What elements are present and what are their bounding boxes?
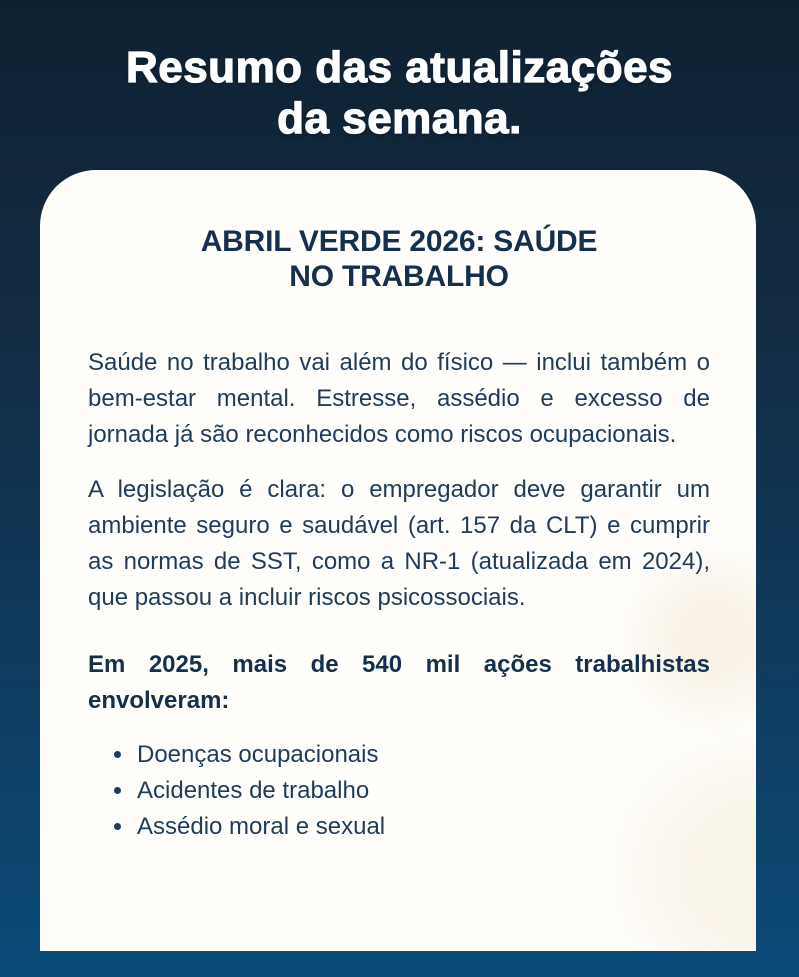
content-card	[40, 170, 756, 951]
page-title-line-2: da semana.	[277, 94, 522, 143]
paragraph-highlight-stat: Em 2025, mais de 540 mil ações trabalhistas envolveram:	[88, 651, 710, 714]
paragraph-legislation: A legislação é clara: o empregador deve garantir um ambiente seguro e saudável (art. 157 da CLT) e cumprir as normas de SST, como a NR-1 (atualizada em 2024), que passou a incluir riscos psicossociais.	[88, 476, 710, 611]
card-title-line-2: NO TRABALHO	[289, 260, 509, 293]
card-title-line-1: ABRIL VERDE 2026: SAÚDE	[200, 225, 598, 258]
list-item-work-accidents: • Acidentes de trabalho	[135, 773, 710, 809]
page-title	[0, 42, 799, 144]
paragraph-health-scope: Saúde no trabalho vai além do físico — inclui também o bem-estar mental. Estresse, assédio e excesso de jornada já são reconhecidos como riscos ocupacionais.	[88, 349, 710, 448]
bullet-list	[88, 737, 710, 845]
page-header	[0, 0, 799, 144]
list-item-occupational-diseases: • Doenças ocupacionais	[135, 737, 710, 773]
card-title	[88, 224, 710, 294]
list-item-harassment: • Assédio moral e sexual	[135, 809, 710, 845]
page-title-line-1: Resumo das atualizações	[125, 43, 674, 92]
